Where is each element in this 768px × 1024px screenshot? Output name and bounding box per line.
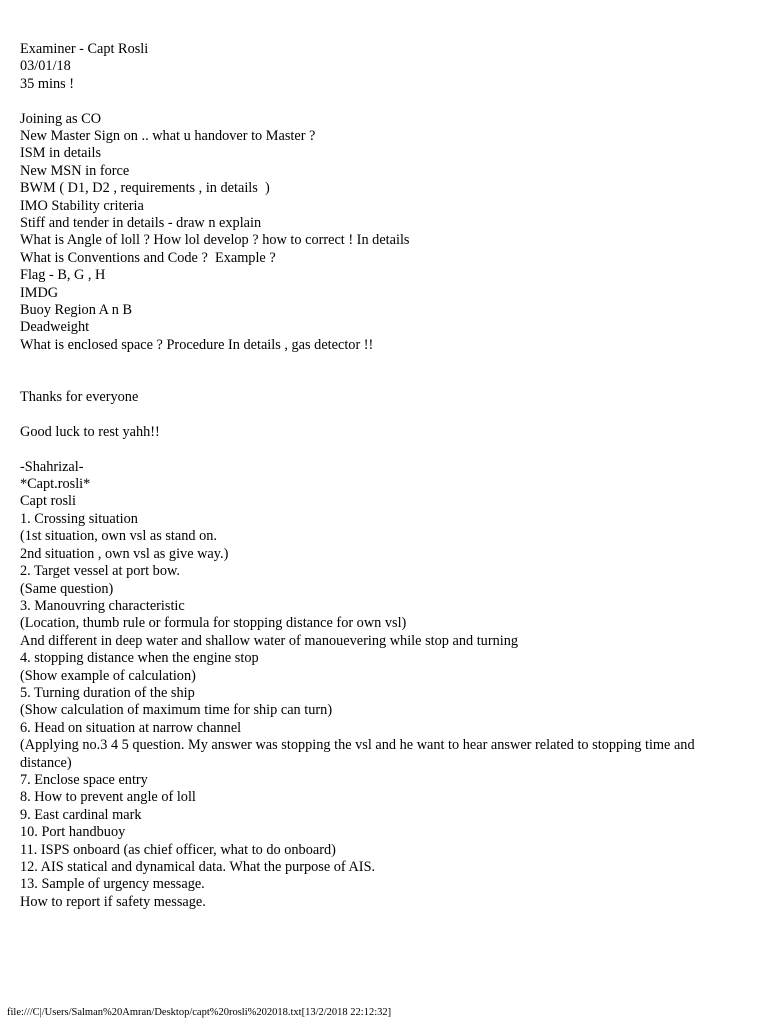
second-section-title: Capt rosli — [20, 493, 76, 510]
exam-header — [20, 41, 748, 93]
question-line: 12. AIS statical and dynamical data. What the purpose of AIS. — [20, 859, 376, 876]
question-line: 7. Enclose space entry — [20, 771, 148, 788]
question-line: 2. Target vessel at port bow. — [20, 563, 180, 580]
question-line: (Same question) — [20, 580, 114, 597]
topic-item: IMDG — [20, 284, 59, 301]
signature-examiner: *Capt.rosli* — [20, 476, 91, 493]
topic-item: ISM in details — [20, 145, 102, 162]
topic-item: What is Angle of loll ? How lol develop ? how to correct ! In details — [20, 232, 410, 249]
question-line: 13. Sample of urgency message. — [20, 876, 205, 893]
topic-item: BWM ( D1, D2 , requirements , in details ) — [20, 180, 270, 197]
topic-item: What is Conventions and Code ? Example ? — [20, 249, 276, 266]
document-body — [20, 41, 748, 911]
question-line: 2nd situation , own vsl as give way.) — [20, 545, 229, 562]
question-line: 10. Port handbuoy — [20, 824, 126, 841]
question-line: 1. Crossing situation — [20, 510, 138, 527]
topic-item: IMO Stability criteria — [20, 197, 144, 214]
topic-item: Buoy Region A n B — [20, 302, 133, 319]
exam-date: 03/01/18 — [20, 58, 71, 75]
topics-list — [20, 111, 748, 355]
thanks-line: Thanks for everyone — [20, 389, 139, 406]
topic-item: New MSN in force — [20, 162, 130, 179]
topic-item: What is enclosed space ? Procedure In details , gas detector !! — [20, 336, 374, 353]
blank-line — [20, 354, 748, 371]
questions-list — [20, 511, 748, 911]
question-line: 11. ISPS onboard (as chief officer, what to do onboard) — [20, 841, 336, 858]
question-line: How to report if safety message. — [20, 893, 206, 910]
question-line: 6. Head on situation at narrow channel — [20, 719, 242, 736]
question-line: (Show calculation of maximum time for ship can turn) — [20, 702, 333, 719]
topic-item: Deadweight — [20, 319, 90, 336]
question-line: 9. East cardinal mark — [20, 806, 142, 823]
good-luck-line: Good luck to rest yahh!! — [20, 423, 160, 440]
topic-item: New Master Sign on .. what u handover to Master ? — [20, 128, 316, 145]
blank-line — [20, 441, 748, 458]
blank-line — [20, 372, 748, 389]
question-line: 4. stopping distance when the engine stop — [20, 650, 259, 667]
exam-duration: 35 mins ! — [20, 75, 75, 92]
topic-item: Joining as CO — [20, 110, 102, 127]
file-path-footer: file:///C|/Users/Salman%20Amran/Desktop/capt%20rosli%202018.txt[13/2/2018 22:12:32] — [7, 1007, 392, 1018]
question-line: 5. Turning duration of the ship — [20, 684, 195, 701]
examiner-line: Examiner - Capt Rosli — [20, 41, 149, 57]
signature-name: -Shahrizal- — [20, 458, 84, 475]
question-line: 8. How to prevent angle of loll — [20, 789, 196, 806]
question-line: (Show example of calculation) — [20, 667, 196, 684]
question-line: (Applying no.3 4 5 question. My answer was stopping the vsl and he want to hear answer related to stopping time and distance) — [20, 737, 699, 771]
question-line: And different in deep water and shallow water of manouevering while stop and turning — [20, 632, 518, 649]
signature-block — [20, 459, 748, 511]
question-line: (Location, thumb rule or formula for stopping distance for own vsl) — [20, 615, 407, 632]
question-line: (1st situation, own vsl as stand on. — [20, 528, 217, 545]
blank-line — [20, 406, 748, 423]
topic-item: Flag - B, G , H — [20, 267, 106, 284]
question-line: 3. Manouvring characteristic — [20, 597, 185, 614]
blank-line — [20, 93, 748, 110]
topic-item: Stiff and tender in details - draw n explain — [20, 215, 262, 232]
